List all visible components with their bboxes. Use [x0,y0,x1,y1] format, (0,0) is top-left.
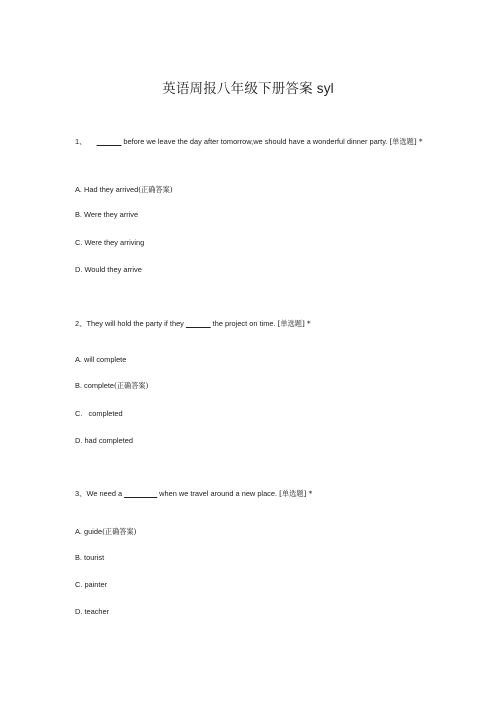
question-2-prefix: They will hold the party if they [86,319,186,328]
question-1-stem [75,136,427,147]
question-1-option-c: C. Were they arriving [75,238,145,247]
question-3-option-c: C. painter [75,580,108,589]
question-3-number: 3、 [75,489,87,498]
question-1-option-d: D. Would they arrive [75,265,142,274]
correct-answer-mark: (正确答案) [114,381,149,390]
question-2-tag: [单选题] * [277,319,311,328]
question-3-option-a: A. guide(正确答案) [75,527,137,536]
correct-answer-mark: (正确答案) [102,527,137,536]
question-3-option-d: D. teacher [75,607,110,616]
question-3-text: when we travel around a new place. [157,489,280,498]
question-2-option-a: A. will complete [75,355,127,364]
question-3-tag: [单选题] * [279,489,313,498]
question-1-text: before we leave the day after tomorrow,we should have a wonderful dinner party. [123,137,390,146]
question-2-option-d: D. had completed [75,436,133,445]
question-2-option-b: B. complete(正确答案) [75,381,149,390]
question-1-number: 1、 [75,137,87,146]
question-2-blank: ______ [185,319,211,328]
question-2-option-c: C. completed [75,409,123,418]
question-1-tag: [单选题] * [389,137,423,146]
question-2-number: 2、 [75,319,87,328]
question-3-prefix: We need a [86,489,125,498]
question-2-text: the project on time. [210,319,278,328]
question-1-blank: ______ [96,137,122,146]
document-title: 英语周报八年级下册答案 syl [162,81,334,96]
correct-answer-mark: (正确答案) [138,185,173,194]
question-2-stem [75,318,427,329]
question-1-option-b: B. Were they arrive [75,210,139,219]
question-3-blank: ________ [124,489,158,498]
question-3-stem [75,488,427,499]
question-3-option-b: B. tourist [75,553,105,562]
question-1-option-a: A. Had they arrived(正确答案) [75,185,173,194]
